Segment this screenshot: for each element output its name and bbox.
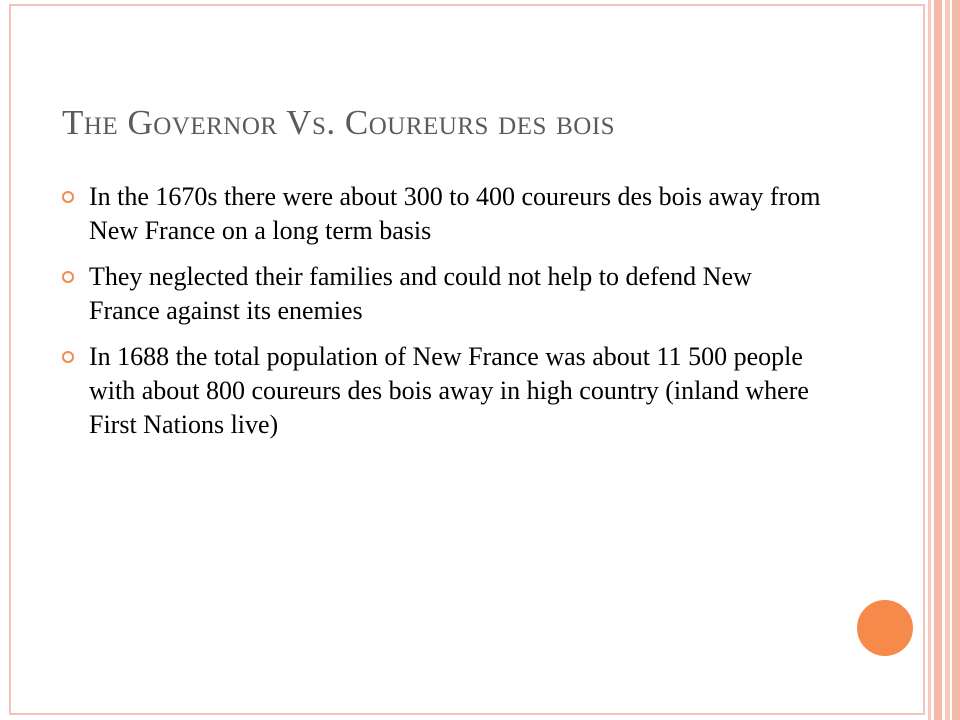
bullet-item [62, 340, 822, 442]
decorative-circle [854, 597, 916, 659]
stripe [934, 0, 942, 720]
bullet-text: In the 1670s there were about 300 to 400 coureurs des bois away from New France on a long term basis [89, 182, 821, 245]
ring-bullet-icon [62, 351, 74, 363]
bullet-list [62, 180, 822, 454]
decorative-stripes [928, 0, 960, 720]
bullet-item [62, 260, 822, 328]
slide-title: The Governor Vs. Coureurs des bois [62, 103, 616, 142]
bullet-text: They neglected their families and could not help to defend New France against its enemies [89, 262, 752, 325]
ring-bullet-icon [62, 191, 74, 203]
stripe [952, 0, 960, 720]
ring-bullet-icon [62, 271, 74, 283]
bullet-text: In 1688 the total population of New France was about 11 500 people with about 800 coureurs des bois away in high country (inland where First Nations live) [89, 342, 809, 439]
bullet-item [62, 180, 822, 248]
